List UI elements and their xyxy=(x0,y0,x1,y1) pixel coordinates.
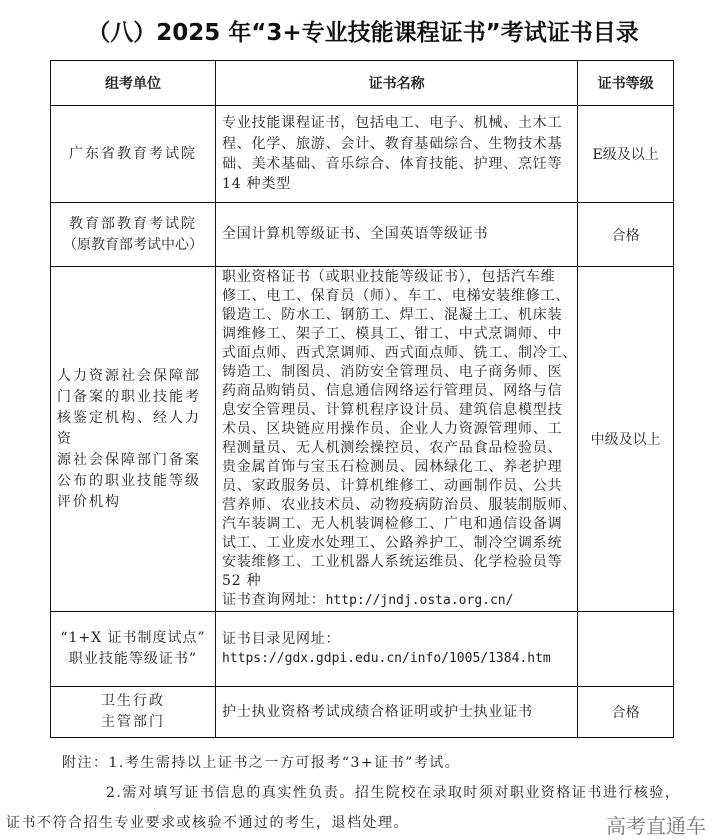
cert-line: 营养师、农业技术员、动物疫病防治员、服装制版师、 xyxy=(222,497,578,513)
note-1: 附注：1.考生需持以上证书之一方可报考“3+证书”考试。 xyxy=(62,755,461,771)
cert-cell xyxy=(216,612,578,687)
cert-line: 专业技能课程证书，包括电工、电子、机械、土木工 xyxy=(222,115,563,132)
cert-url-line xyxy=(222,591,577,610)
table-row xyxy=(51,203,674,267)
org-line: （原教育部考试中心） xyxy=(63,236,203,253)
table-row xyxy=(51,687,674,738)
org-line: 卫生行政 xyxy=(101,693,165,709)
level-cell: 中级及以上 xyxy=(578,267,674,612)
table-row xyxy=(51,106,674,203)
cert-line: 药商品购销员、信息通信网络运行管理员、网络与信 xyxy=(222,383,563,399)
cert-query-link[interactable]: http://jndj.osta.org.cn/ xyxy=(325,593,514,608)
org-cell xyxy=(51,203,216,267)
page-title: （八）2025 年“3+专业技能课程证书”考试证书目录 xyxy=(87,20,639,46)
cert-line: 术员、区块链应用操作员、企业人力资源管理师、工 xyxy=(222,421,563,437)
cert-cell xyxy=(216,687,578,738)
org-line: 教育部教育考试院 xyxy=(69,215,197,232)
header-cert: 证书名称 xyxy=(216,61,578,106)
note-2-continued: 证书不符合招生专业要求或核验不通过的考生，退档处理。 xyxy=(6,815,409,831)
cert-line: 全国计算机等级证书、全国英语等级证书 xyxy=(222,226,489,243)
table-row xyxy=(51,267,674,612)
cert-cell xyxy=(216,267,578,612)
level-cell: 合格 xyxy=(578,687,674,738)
org-line: 源社会保障部门备案 xyxy=(57,451,201,468)
cert-line: 础、美术基础、音乐综合、体育技能、护理、烹饪等 xyxy=(222,156,563,172)
cert-line: 调维修工、架子工、模具工、钳工、中式烹调师、中 xyxy=(222,326,563,342)
org-cell xyxy=(51,687,216,738)
table-row xyxy=(51,612,674,687)
cert-line: 汽车装调工、无人机装调检修工、广电和通信设备调 xyxy=(222,516,563,532)
certificate-table xyxy=(50,60,674,738)
cert-line: 铸造工、制图员、消防安全管理员、电子商务师、医 xyxy=(222,364,563,380)
org-line: 人力资源社会保障部 xyxy=(57,367,201,384)
cert-line: 证书目录见网址： xyxy=(222,630,341,647)
table-header xyxy=(51,61,674,106)
cert-line: 职业资格证书（或职业技能等级证书），包括汽车维 xyxy=(222,269,556,285)
org-line: “1+X 证书制度试点” xyxy=(60,630,206,646)
org-cell xyxy=(51,267,216,612)
cert-line: 试工、工业废水处理工、公路养护工、制冷空调系统 xyxy=(222,535,563,551)
cert-catalog-link[interactable]: https://gdx.gdpi.edu.cn/info/1005/1384.htm xyxy=(222,651,551,666)
org-cell xyxy=(51,612,216,687)
note-2: 2.需对填写证书信息的真实性负责。招生院校在录取时须对职业资格证书进行核验， xyxy=(106,785,681,801)
cert-cell xyxy=(216,106,578,203)
cert-line: 程测量员、无人机测绘操控员、农产品食品检验员、 xyxy=(222,440,563,456)
level-cell: 合格 xyxy=(578,203,674,267)
org-line: 公布的职业技能等级 xyxy=(57,472,201,489)
cert-line: 修工、电工、保育员（师）、车工、电梯安装维修工、 xyxy=(222,288,571,304)
cert-line: 安装维修工、工业机器人系统运维员、化学检验员等 xyxy=(222,554,563,570)
level-cell: E级及以上 xyxy=(578,106,674,203)
url-label: 证书查询网址： xyxy=(222,592,326,608)
org-line: 门备案的职业技能考 xyxy=(57,388,201,405)
org-cell xyxy=(51,106,216,203)
watermark: 高考直通车 xyxy=(606,814,706,838)
org-line: 评价机构 xyxy=(57,493,121,510)
cert-cell xyxy=(216,203,578,267)
cert-line: 14 种类型 xyxy=(222,176,292,193)
cert-line: 员、家政服务员、计算机维修工、动画制作员、公共 xyxy=(222,478,563,494)
cert-line: 程、化学、旅游、会计、教育基础综合、生物技术基 xyxy=(222,135,563,152)
cert-line: 锻造工、防水工、钢筋工、焊工、混凝土工、机床装 xyxy=(222,307,563,323)
org-line: 广东省教育考试院 xyxy=(69,145,197,162)
cert-line: 式面点师、西式烹调师、西式面点师、铣工、制冷工、 xyxy=(222,345,578,361)
level-cell xyxy=(578,612,674,687)
org-line: 核鉴定机构、经人力资 xyxy=(57,409,201,447)
cert-line: 护士执业资格考试成绩合格证明或护士执业证书 xyxy=(222,703,533,720)
org-line: 主管部门 xyxy=(101,714,165,730)
cert-line: 贵金属首饰与宝玉石检测员、园林绿化工、养老护理 xyxy=(222,459,563,475)
cert-line: 52 种 xyxy=(222,573,262,589)
header-org: 组考单位 xyxy=(51,61,216,106)
org-line: 职业技能等级证书” xyxy=(68,651,198,667)
header-level: 证书等级 xyxy=(578,61,674,106)
cert-line: 息安全管理员、计算机程序设计员、建筑信息模型技 xyxy=(222,402,563,418)
